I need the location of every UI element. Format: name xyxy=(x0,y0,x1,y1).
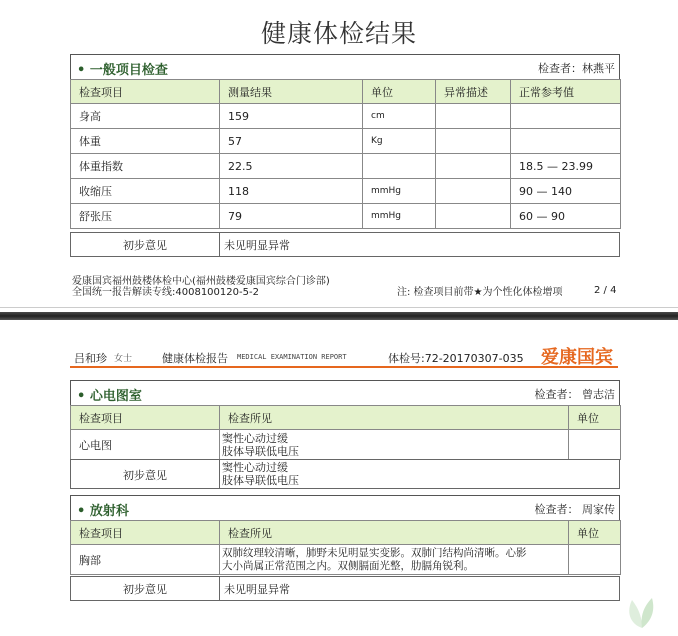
cell-unit: cm xyxy=(363,104,436,129)
table-row xyxy=(71,179,621,204)
summary-row xyxy=(70,459,620,489)
summary-divider xyxy=(219,233,220,256)
ecg-table xyxy=(70,405,621,460)
summary-line: 肢体导联低电压 xyxy=(222,474,299,487)
finding-line: 肢体导联低电压 xyxy=(222,444,299,458)
summary-divider xyxy=(219,577,220,600)
table-row xyxy=(71,204,621,229)
summary-label: 初步意见 xyxy=(123,239,167,252)
table-row xyxy=(71,545,621,575)
cell-result: 79 xyxy=(220,204,363,229)
col-header: 检查所见 xyxy=(220,406,569,430)
cell-abnormal xyxy=(436,204,511,229)
summary-row xyxy=(70,232,620,257)
cell-reference: 90 — 140 xyxy=(511,179,621,204)
cell-item: 收缩压 xyxy=(71,179,220,204)
section-header-radiology xyxy=(70,495,620,521)
report-title-en: MEDICAL EXAMINATION REPORT xyxy=(237,353,347,361)
cell-findings xyxy=(220,545,569,575)
cell-findings xyxy=(220,430,569,460)
cell-abnormal xyxy=(436,154,511,179)
table-header-row xyxy=(71,521,621,545)
patient-name: 吕和珍 xyxy=(74,352,107,365)
cell-reference: 18.5 — 23.99 xyxy=(511,154,621,179)
finding-line: 双肺纹理较清晰，肺野未见明显实变影。双肺门结构尚清晰。心影 xyxy=(222,546,527,559)
cell-reference xyxy=(511,129,621,154)
cell-result: 22.5 xyxy=(220,154,363,179)
cell-abnormal xyxy=(436,104,511,129)
page-edge xyxy=(0,307,678,308)
summary-value: 未见明显异常 xyxy=(224,239,290,252)
brand-logo: 爱康国宾 xyxy=(541,347,613,368)
cell-abnormal xyxy=(436,129,511,154)
cell-item: 体重 xyxy=(71,129,220,154)
header-rule xyxy=(70,366,618,368)
cell-item: 舒张压 xyxy=(71,204,220,229)
col-header: 单位 xyxy=(363,80,436,104)
summary-label: 初步意见 xyxy=(123,583,167,596)
summary-divider xyxy=(219,460,220,488)
cell-reference: 60 — 90 xyxy=(511,204,621,229)
col-header: 检查项目 xyxy=(71,406,220,430)
section-name: • 心电图室 xyxy=(77,389,142,404)
col-header: 正常参考值 xyxy=(511,80,621,104)
col-header: 异常描述 xyxy=(436,80,511,104)
table-row xyxy=(71,129,621,154)
cell-unit: mmHg xyxy=(363,204,436,229)
col-header: 检查项目 xyxy=(71,80,220,104)
summary-value xyxy=(222,461,299,487)
patient-gender: 女士 xyxy=(114,354,133,364)
table-row xyxy=(71,154,621,179)
cell-unit: Kg xyxy=(363,129,436,154)
col-header: 检查所见 xyxy=(220,521,569,545)
page-divider xyxy=(0,312,678,320)
inspector-label: 检查者： 周家传 xyxy=(534,503,615,516)
cell-result: 57 xyxy=(220,129,363,154)
summary-value: 未见明显异常 xyxy=(224,583,290,596)
table-header-row xyxy=(71,80,621,104)
cell-reference xyxy=(511,104,621,129)
section-name: • 一般项目检查 xyxy=(77,63,168,78)
footer-note: 注: 检查项目前带★为个性化体检增项 xyxy=(397,287,563,298)
cell-unit: mmHg xyxy=(363,179,436,204)
radiology-table xyxy=(70,520,621,575)
col-header: 单位 xyxy=(569,406,621,430)
table-header-row xyxy=(71,406,621,430)
report-title: 健康体检报告 xyxy=(162,352,228,365)
inspector-label: 检查者： 曾志洁 xyxy=(534,388,615,401)
table-row xyxy=(71,430,621,460)
finding-line: 窦性心动过缓 xyxy=(222,431,288,445)
footer-hotline: 全国统一报告解读专线:4008100120-5-2 xyxy=(72,287,259,298)
cell-unit xyxy=(363,154,436,179)
general-exam-table xyxy=(70,79,621,229)
leaf-logo-icon xyxy=(620,594,664,630)
finding-line: 大小尚属正常范围之内。双侧膈面光整，肋膈角锐利。 xyxy=(222,559,474,572)
page-number: 2 / 4 xyxy=(594,285,617,296)
section-header-general xyxy=(70,54,620,80)
summary-row xyxy=(70,576,620,601)
footer-center-name: 爱康国宾福州鼓楼体检中心(福州鼓楼爱康国宾综合门诊部) xyxy=(72,276,330,287)
col-header: 检查项目 xyxy=(71,521,220,545)
cell-item: 心电图 xyxy=(71,430,220,460)
inspector-label: 检查者：林燕平 xyxy=(538,62,615,75)
cell-result: 159 xyxy=(220,104,363,129)
table-row xyxy=(71,104,621,129)
cell-abnormal xyxy=(436,179,511,204)
cell-unit xyxy=(569,430,621,460)
section-name: • 放射科 xyxy=(77,504,129,519)
col-header: 单位 xyxy=(569,521,621,545)
cell-result: 118 xyxy=(220,179,363,204)
summary-label: 初步意见 xyxy=(123,469,167,482)
cell-item: 体重指数 xyxy=(71,154,220,179)
page-title: 健康体检结果 xyxy=(260,19,417,48)
cell-item: 胸部 xyxy=(71,545,220,575)
section-header-ecg xyxy=(70,380,620,406)
summary-line: 窦性心动过缓 xyxy=(222,461,288,474)
exam-number: 体检号:72-20170307-035 xyxy=(388,352,524,365)
cell-item: 身高 xyxy=(71,104,220,129)
col-header: 测量结果 xyxy=(220,80,363,104)
cell-unit xyxy=(569,545,621,575)
